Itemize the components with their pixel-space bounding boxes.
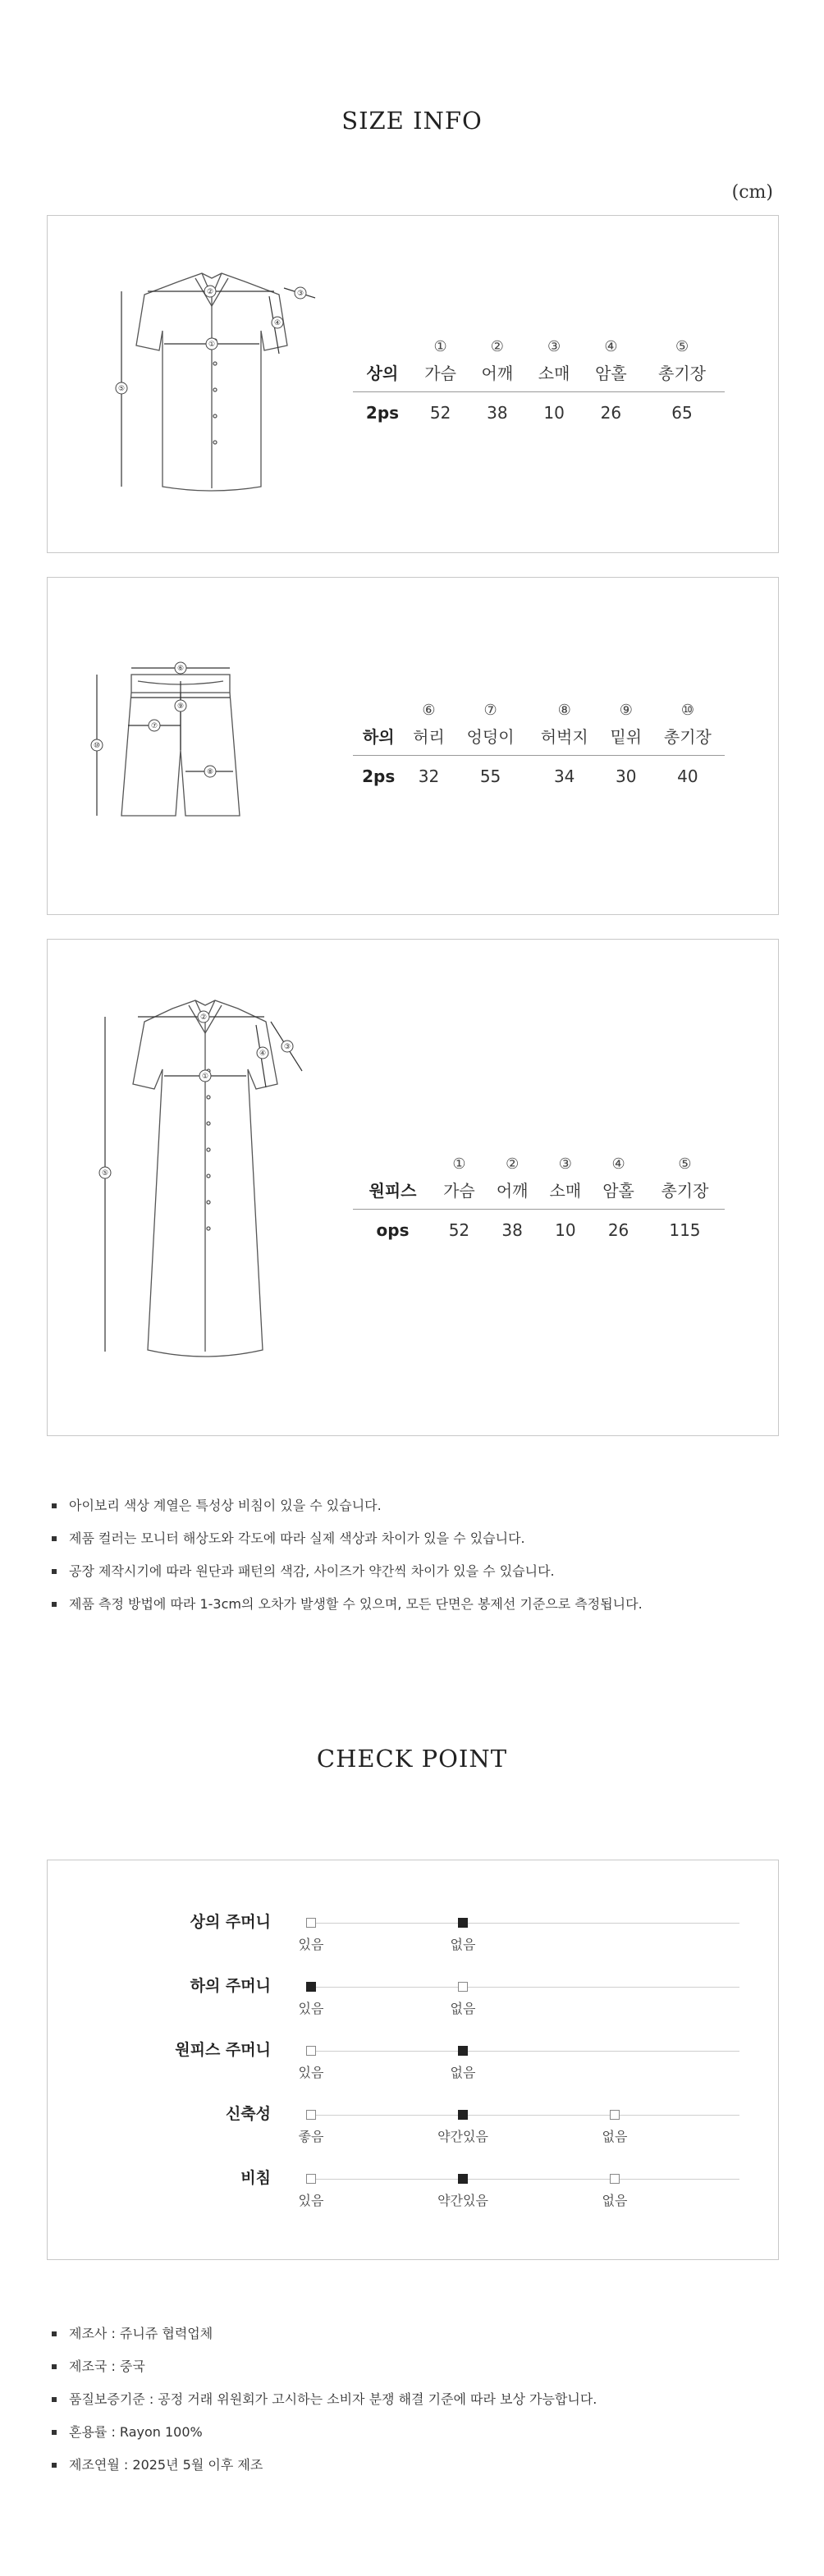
column-header: 허리: [404, 719, 453, 756]
column-header: 암홀: [592, 1173, 645, 1210]
check-row-label: 비침: [240, 2169, 271, 2187]
table-cell: 38: [487, 403, 508, 423]
column-header: 소매: [525, 355, 582, 392]
column-header: 어깨: [469, 355, 525, 392]
top-size-box: [47, 215, 779, 553]
check-option: 있음: [298, 1937, 324, 1952]
size-notes: [52, 1489, 643, 1621]
check-mark: [306, 2174, 316, 2184]
product-info-item: 품질보증기준 : 공정 거래 위원회가 고시하는 소비자 분쟁 해결 기준에 따라 보상 가능합니다.: [52, 2383, 597, 2416]
table-cell: 10: [555, 1220, 576, 1240]
mark-armhole: ④: [604, 337, 618, 355]
mark-1: ①: [208, 341, 216, 349]
note-item: 제품 컬러는 모니터 해상도와 각도에 따라 실제 색상과 차이가 있을 수 있습니다.: [52, 1522, 643, 1555]
mark-10: ⑩: [93, 742, 101, 750]
product-info-item: 제조연월 : 2025년 5월 이후 제조: [52, 2449, 597, 2482]
top-size-table: [353, 337, 725, 433]
mark-shoulder: ②: [506, 1155, 520, 1173]
mark-chest: ①: [433, 337, 447, 355]
bottom-size-box: [47, 577, 779, 915]
table-cell: 26: [607, 1220, 629, 1240]
check-option: 있음: [298, 2065, 324, 2080]
table-row-header: 하의: [353, 719, 404, 756]
mark-9: ⑨: [176, 702, 185, 711]
check-row-label: 상의 주머니: [190, 1913, 271, 1931]
size-name: 2ps: [365, 403, 400, 423]
check-mark-selected: [458, 2110, 468, 2120]
check-mark: [610, 2174, 620, 2184]
mark-2: ②: [199, 1013, 208, 1022]
shirt-diagram: [64, 249, 392, 495]
check-row-track: [313, 2051, 739, 2052]
mark-waist: ⑥: [422, 701, 436, 719]
check-mark: [306, 2046, 316, 2056]
check-row-track: [313, 2115, 739, 2116]
mark-sleeve: ③: [547, 337, 561, 355]
mark-5: ⑤: [101, 1169, 109, 1178]
table-cell: 30: [616, 766, 637, 786]
check-point-title: CHECK POINT: [316, 1745, 508, 1773]
mark-shoulder: ②: [490, 337, 504, 355]
check-option: 약간있음: [437, 2193, 488, 2208]
mark-armhole: ④: [611, 1155, 625, 1173]
column-header: 가슴: [433, 1173, 486, 1210]
check-option: 없음: [602, 2129, 628, 2144]
check-row-track: [313, 1923, 739, 1924]
column-header: 가슴: [412, 355, 469, 392]
check-option: 없음: [450, 2001, 476, 2016]
check-row-track: [313, 2179, 739, 2180]
table-cell: 10: [543, 403, 565, 423]
mark-hip: ⑦: [483, 701, 497, 719]
table-cell: 52: [448, 1220, 470, 1240]
bottom-size-table: [353, 701, 725, 797]
column-header: 소매: [538, 1173, 592, 1210]
table-cell: 26: [600, 403, 622, 423]
column-header: 엉덩이: [453, 719, 527, 756]
table-cell: 65: [671, 403, 693, 423]
mark-6: ⑥: [176, 665, 185, 673]
check-option: 있음: [298, 2193, 324, 2208]
check-mark: [610, 2110, 620, 2120]
check-option: 있음: [298, 2001, 324, 2016]
product-info-list: [52, 2317, 597, 2482]
mark-3: ③: [283, 1043, 291, 1051]
check-mark-selected: [306, 1982, 316, 1992]
column-header: 밑위: [602, 719, 651, 756]
check-option: 없음: [602, 2193, 628, 2208]
size-name: ops: [376, 1220, 410, 1240]
column-header: 총기장: [651, 719, 725, 756]
size-name: 2ps: [362, 766, 396, 786]
check-point-box: [47, 1860, 779, 2260]
dress-size-box: [47, 939, 779, 1436]
check-mark: [306, 2110, 316, 2120]
mark-length: ⑩: [680, 701, 694, 719]
mark-5: ⑤: [117, 385, 126, 393]
dress-size-table: [353, 1155, 725, 1251]
check-row-track: [313, 1987, 739, 1988]
check-mark: [458, 1982, 468, 1992]
column-header: 총기장: [639, 355, 725, 392]
size-info-title: SIZE INFO: [341, 107, 483, 135]
column-header: 어깨: [486, 1173, 539, 1210]
dress-diagram: [80, 997, 343, 1391]
check-option: 없음: [450, 2065, 476, 2080]
column-header: 총기장: [645, 1173, 725, 1210]
table-row-header: 원피스: [353, 1173, 433, 1210]
mark-2: ②: [206, 288, 214, 296]
table-cell: 52: [429, 403, 451, 423]
mark-8: ⑧: [206, 768, 214, 776]
check-row-label: 신축성: [225, 2105, 271, 2123]
table-cell: 55: [479, 766, 501, 786]
mark-length: ⑤: [675, 337, 689, 355]
mark-4: ④: [273, 319, 282, 327]
check-mark: [306, 1918, 316, 1928]
check-option: 없음: [450, 1937, 476, 1952]
mark-7: ⑦: [150, 722, 158, 730]
note-item: 제품 측정 방법에 따라 1-3cm의 오차가 발생할 수 있으며, 모든 단면은 봉제선 기준으로 측정됩니다.: [52, 1588, 643, 1621]
mark-sleeve: ③: [558, 1155, 572, 1173]
shorts-diagram: [72, 652, 335, 849]
table-cell: 34: [553, 766, 575, 786]
table-cell: 115: [669, 1220, 701, 1240]
check-row-label: 원피스 주머니: [175, 2041, 271, 2059]
table-cell: 40: [677, 766, 698, 786]
unit-label: (cm): [731, 182, 773, 203]
mark-3: ③: [296, 290, 304, 298]
product-info-item: 제조사 : 쥬니쥬 협력업체: [52, 2317, 597, 2350]
product-info-item: 혼용률 : Rayon 100%: [52, 2416, 597, 2449]
check-option: 좋음: [298, 2129, 324, 2144]
column-header: 허벅지: [528, 719, 602, 756]
check-option: 약간있음: [437, 2129, 488, 2144]
mark-rise: ⑨: [619, 701, 633, 719]
check-mark-selected: [458, 1918, 468, 1928]
mark-thigh: ⑧: [557, 701, 571, 719]
mark-length: ⑤: [678, 1155, 692, 1173]
note-item: 아이보리 색상 계열은 특성상 비침이 있을 수 있습니다.: [52, 1489, 643, 1522]
mark-1: ①: [201, 1073, 209, 1081]
product-info-item: 제조국 : 중국: [52, 2350, 597, 2383]
table-cell: 38: [501, 1220, 523, 1240]
table-cell: 32: [418, 766, 440, 786]
check-mark-selected: [458, 2046, 468, 2056]
mark-chest: ①: [452, 1155, 466, 1173]
check-row-label: 하의 주머니: [190, 1977, 271, 1995]
table-row-header: 상의: [353, 355, 412, 392]
column-header: 암홀: [583, 355, 639, 392]
check-mark-selected: [458, 2174, 468, 2184]
mark-4: ④: [259, 1050, 267, 1058]
note-item: 공장 제작시기에 따라 원단과 패턴의 색감, 사이즈가 약간씩 차이가 있을 수 있습니다.: [52, 1555, 643, 1588]
